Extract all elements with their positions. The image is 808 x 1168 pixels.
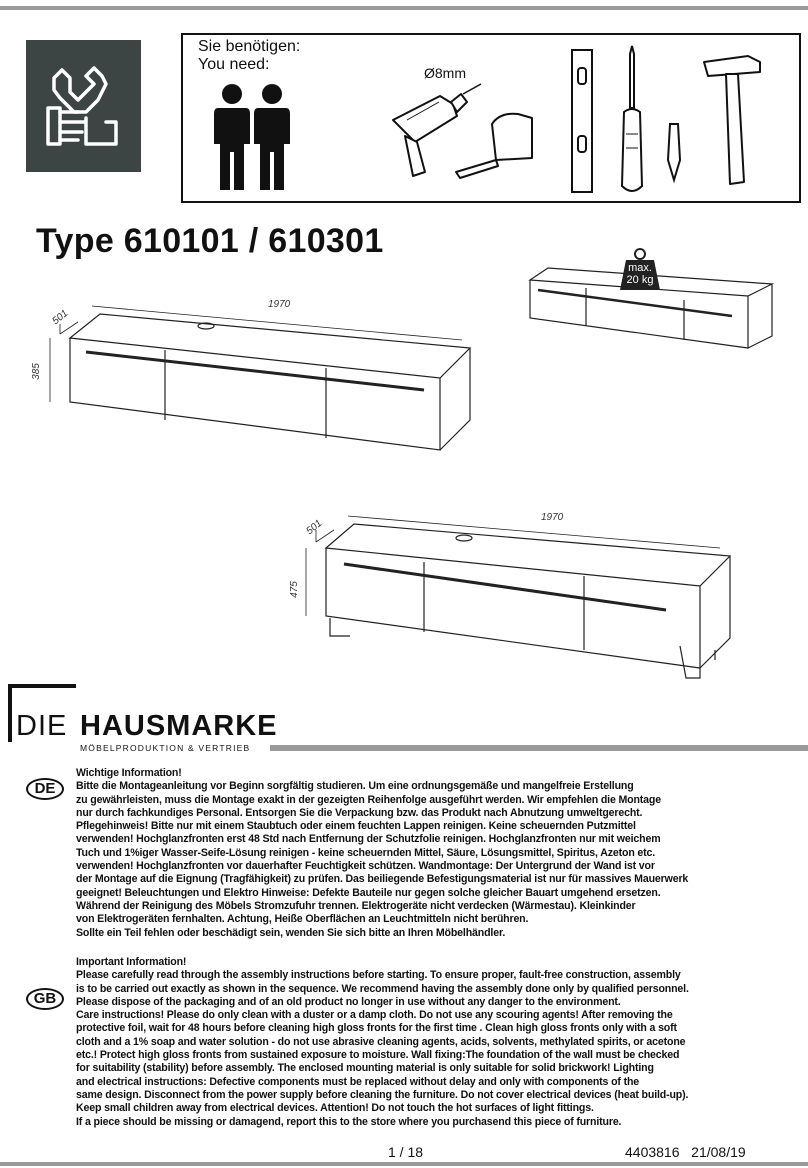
gb-line: protective foil, wait for 48 hours before cleaning high gloss fronts for the first time . Clean high gloss fronts only with a soft [76, 1022, 677, 1035]
gb-badge: GB [26, 988, 64, 1010]
de-line: zu gewährleisten, muss die Montage exakt in der gezeigten Reihenfolge ausgeführt werden. Wir empfehlen die Montage [76, 793, 661, 806]
product-type-title: Type 610101 / 610301 [36, 222, 384, 260]
dim-a-width: 1970 [268, 299, 291, 310]
need-label-de: Sie benötigen: [198, 38, 301, 55]
gb-line: Keep small children away from electrical devices. Attention! Do not touch the hot surfaces of light fittings. [76, 1102, 594, 1115]
gb-line: and electrical instructions: Defective components must be replaced without delay and only with components of the [76, 1075, 640, 1088]
need-label-en: You need: [198, 56, 270, 73]
de-line: verwenden! Hochglanzfronten vor dauerhafter Feuchtigkeit schützen. Wandmontage: Der Untergrund der Wand ist vor [76, 860, 655, 873]
gb-line: cloth and a 1% soap and water solution - do not use abrasive cleaning agents, acids, solvents, methylated spirits, or acetone [76, 1035, 686, 1048]
tape-measure-icon [452, 110, 536, 182]
de-line: Sollte ein Teil fehlen oder beschädigt sein, wenden Sie sich bitte an Ihren Möbelhändler. [76, 926, 506, 939]
phillips-bit-icon [656, 120, 692, 184]
document-code-date: 4403816 21/08/19 [625, 1144, 746, 1160]
de-line: geeignet! Beleuchtungen und Elektro Hinweise: Defekte Bauteile nur gegen solche gleicher Bauart umgehend ersetzen. [76, 886, 661, 899]
de-line: Tuch und 1%iger Wasser-Seife-Lösung reinigen - keine scheuernden Mittel, Säure, Lösungsmittel, Spiritus, Azeton etc. [76, 846, 656, 859]
two-persons-icon [212, 82, 292, 194]
dim-b-width: 1970 [541, 512, 564, 523]
logo-subtitle: MÖBELPRODUKTION & VERTRIEB [80, 743, 251, 753]
sideboard-drawing-b [290, 500, 740, 690]
sideboard-drawing-a [30, 290, 480, 460]
bottom-rule [0, 1162, 808, 1166]
gb-line: Important Information! [76, 956, 187, 968]
de-line: der Montage auf die Eignung (Tragfähigkeit) zu prüfen. Das beiliegende Befestigungsmaterial ist nur für massives Mauerwerk [76, 873, 689, 886]
gb-paragraph [76, 956, 802, 1129]
assembly-icon-box [26, 40, 141, 172]
screwdriver-icon [612, 44, 652, 198]
gb-line: for suitability (stability) before assembly. The enclosed mounting material is only suitable for solid brickwork! Lighting [76, 1062, 654, 1075]
de-line: nur durch fachkundiges Personal. Entsorgen Sie die Verpackung bzw. das Produkt nach Abnutzung umweltgerecht. [76, 806, 643, 819]
de-line: Pflegehinweis! Bitte nur mit einem Staubtuch oder einem feuchten Lappen reinigen. Keine scheuernden Putzmittel [76, 820, 636, 833]
logo-rule [270, 745, 808, 751]
de-line: Wichtige Information! [76, 767, 182, 779]
drill-size-label: Ø8mm [424, 65, 466, 81]
gb-line: same design. Disconnect from the power supply before cleaning the furniture. Do not cover electrical devices (heat build-up). [76, 1088, 689, 1101]
gb-line: Please carefully read through the assembly instructions before starting. To ensure proper, fault-free construction, assembly [76, 969, 681, 982]
de-badge: DE [26, 778, 64, 800]
de-line: von Elektrogeräten fernhalten. Achtung, Heiße Oberflächen an Leuchtmitteln nicht berühren. [76, 913, 529, 926]
de-line: Bitte die Montageanleitung vor Beginn sorgfältig studieren. Um eine ordnungsgemäße und mangelfreie Erstellung [76, 780, 634, 793]
de-line: verwenden! Hochglanzfronten erst 48 Std nach Entfernung der Schutzfolie reinigen. Hochglanzfronten nur mit weichem [76, 833, 661, 846]
top-rule [0, 6, 808, 10]
wrench-hand-icon [26, 40, 141, 172]
logo-hausmarke: HAUSMARKE [80, 710, 278, 742]
dim-b-height: 475 [288, 581, 300, 598]
dim-b-depth: 501 [304, 517, 325, 538]
dim-a-height: 385 [30, 363, 42, 380]
de-line: Während der Reinigung des Möbels Stromzufuhr trennen. Elektrogeräte nicht verdecken (Wärmestau). Kleinkinder [76, 899, 636, 912]
weight-max-label: max. [628, 262, 652, 274]
gb-line: If a piece should be missing or damagend, report this to the store where you purchasend this piece of furniture. [76, 1115, 622, 1128]
gb-line: Care instructions! Please do only clean with a duster or a damp cloth. Do not use any scouring agents! After removing the [76, 1009, 673, 1022]
hammer-icon [700, 52, 770, 192]
tools-needed-label [198, 38, 300, 74]
weight-icon [620, 248, 660, 290]
weight-value-label: 20 kg [626, 274, 654, 286]
spirit-level-icon [566, 46, 600, 196]
dim-a-depth: 501 [50, 307, 71, 328]
logo-die: DIE [16, 710, 68, 742]
gb-line: etc.! Protect high gloss fronts from sustained exposure to moisture. Wall fixing:The foundation of the wall must be checked [76, 1049, 680, 1062]
de-paragraph [76, 767, 802, 940]
gb-line: is to be carried out exactly as shown in the sequence. We recommend having the assembly done only by qualified personnel. [76, 982, 689, 995]
page-number: 1 / 18 [388, 1144, 424, 1160]
gb-line: Please dispose of the packaging and of an old product no longer in use without any danger to the environment. [76, 995, 621, 1008]
